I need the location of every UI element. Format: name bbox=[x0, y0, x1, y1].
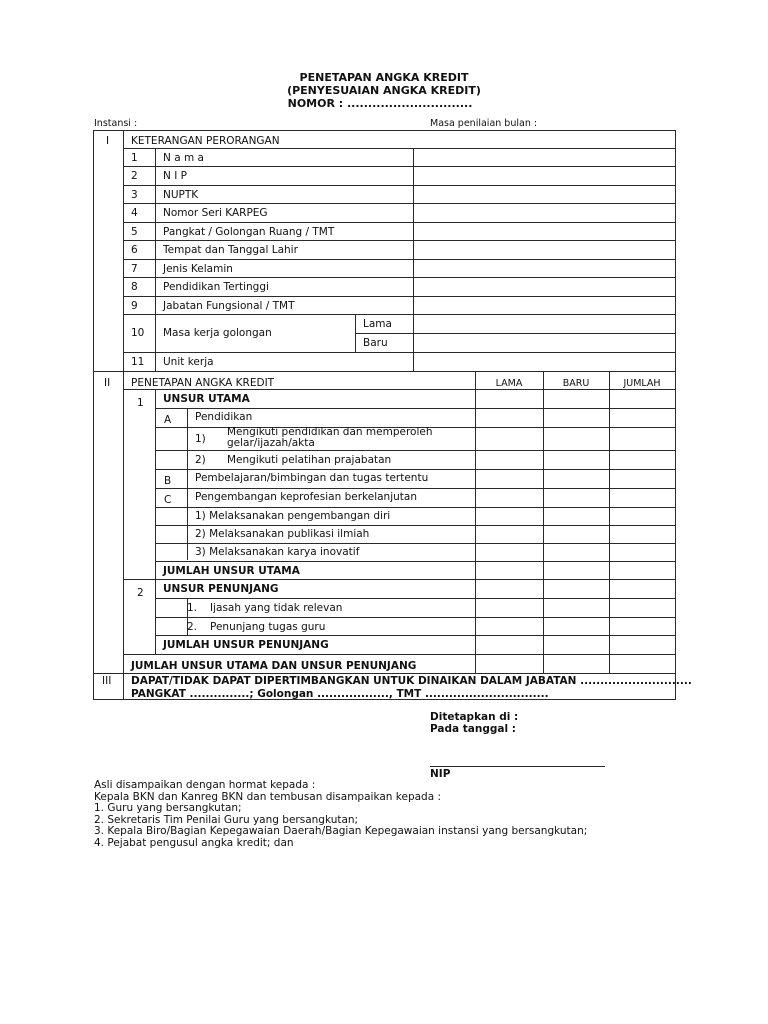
ttl-label: Tempat dan Tanggal Lahir bbox=[163, 244, 298, 256]
distribution-line: Asli disampaikan dengan hormat kepada : bbox=[94, 779, 316, 791]
ttl-field[interactable] bbox=[414, 241, 675, 259]
row-number: 5 bbox=[131, 226, 138, 238]
row-number: 9 bbox=[131, 300, 138, 312]
nip-signature-label: NIP bbox=[430, 768, 451, 780]
row-number: 6 bbox=[131, 244, 138, 256]
pkb-title: Pengembangan keprofesian berkelanjutan bbox=[195, 491, 417, 503]
pendidikan-item-2: Mengikuti pelatihan prajabatan bbox=[227, 454, 392, 466]
form-nomor: NOMOR : .............................. bbox=[287, 97, 473, 110]
grand-total-label: JUMLAH UNSUR UTAMA DAN UNSUR PENUNJANG bbox=[131, 660, 417, 672]
nip-field[interactable] bbox=[414, 167, 675, 185]
signature-line bbox=[430, 766, 605, 767]
nip-label: N I P bbox=[163, 170, 187, 182]
row-number: 8 bbox=[131, 281, 138, 293]
col-header-baru: BARU bbox=[562, 378, 590, 389]
unit-kerja-field[interactable] bbox=[414, 353, 675, 371]
section-2-title: PENETAPAN ANGKA KREDIT bbox=[131, 377, 275, 389]
letter-a: A bbox=[164, 414, 172, 426]
jenis-kelamin-field[interactable] bbox=[414, 260, 675, 277]
pkb-item-1: 1) Melaksanakan pengembangan diri bbox=[195, 510, 391, 522]
section-3-number: III bbox=[102, 675, 112, 687]
col-header-jumlah: JUMLAH bbox=[623, 378, 661, 389]
jabatan-field[interactable] bbox=[414, 297, 675, 314]
unsur-utama-number: 1 bbox=[137, 397, 144, 409]
distribution-line: Kepala BKN dan Kanreg BKN dan tembusan disampaikan kepada : bbox=[94, 790, 442, 803]
jumlah-unsur-utama-label: JUMLAH UNSUR UTAMA bbox=[163, 565, 300, 577]
pendidikan-item-1-line1: Mengikuti pendidikan dan memperoleh bbox=[227, 426, 433, 438]
unit-kerja-label: Unit kerja bbox=[163, 356, 214, 368]
nuptk-field[interactable] bbox=[414, 186, 675, 203]
pendidikan-field[interactable] bbox=[414, 278, 675, 296]
row-number: 11 bbox=[131, 356, 145, 368]
penunjang-item-1: Ijasah yang tidak relevan bbox=[210, 602, 343, 614]
masa-kerja-baru-field[interactable] bbox=[414, 334, 675, 352]
keputusan-line-2: PANGKAT ...............; Golongan .................., TMT ............................... bbox=[131, 688, 549, 700]
row-number: 1 bbox=[131, 152, 138, 164]
jenis-kelamin-label: Jenis Kelamin bbox=[163, 263, 233, 275]
item-number: 2) bbox=[195, 454, 206, 466]
jumlah-unsur-penunjang-label: JUMLAH UNSUR PENUNJANG bbox=[163, 639, 329, 651]
row-number: 4 bbox=[131, 207, 138, 219]
pendidikan-item-1-line2: gelar/ijazah/akta bbox=[227, 437, 315, 449]
form-subtitle: (PENYESUAIAN ANGKA KREDIT) bbox=[287, 84, 481, 97]
distribution-line: 3. Kepala Biro/Bagian Kepegawaian Daerah/Bagian Kepegawaian instansi yang bersangkutan; bbox=[94, 825, 588, 837]
section-1-number: I bbox=[106, 135, 110, 147]
row-number: 2 bbox=[131, 170, 138, 182]
masa-kerja-baru: Baru bbox=[363, 337, 388, 349]
masa-kerja-lama-field[interactable] bbox=[414, 315, 675, 333]
instansi-label: Instansi : bbox=[94, 118, 138, 129]
nama-field[interactable] bbox=[414, 149, 675, 166]
karpeg-field[interactable] bbox=[414, 204, 675, 222]
distribution-line: 4. Pejabat pengusul angka kredit; dan bbox=[94, 836, 294, 849]
unsur-penunjang-number: 2 bbox=[137, 587, 144, 599]
masa-penilaian-label: Masa penilaian bulan : bbox=[430, 118, 538, 129]
masa-kerja-label: Masa kerja golongan bbox=[163, 327, 272, 339]
pkb-item-2: 2) Melaksanakan publikasi ilmiah bbox=[195, 528, 370, 540]
item-number: 1) bbox=[195, 433, 206, 445]
nama-label: N a m a bbox=[163, 152, 204, 164]
distribution-line: 2. Sekretaris Tim Penilai Guru yang bersangkutan; bbox=[94, 813, 359, 826]
section-1-title: KETERANGAN PERORANGAN bbox=[131, 135, 280, 147]
row-number: 7 bbox=[131, 263, 138, 275]
section-2-number: II bbox=[104, 377, 111, 389]
pangkat-label: Pangkat / Golongan Ruang / TMT bbox=[163, 226, 335, 238]
letter-c: C bbox=[164, 494, 172, 506]
pkb-item-3: 3) Melaksanakan karya inovatif bbox=[195, 546, 360, 558]
nuptk-label: NUPTK bbox=[163, 189, 199, 201]
col-header-lama: LAMA bbox=[495, 378, 523, 389]
item-number: 1. bbox=[187, 602, 198, 614]
keputusan-line-1: DAPAT/TIDAK DAPAT DIPERTIMBANGKAN UNTUK DINAIKAN DALAM JABATAN ............................ bbox=[131, 675, 692, 687]
letter-b: B bbox=[164, 475, 172, 487]
karpeg-label: Nomor Seri KARPEG bbox=[163, 207, 268, 219]
distribution-list bbox=[94, 780, 587, 849]
unsur-penunjang-title: UNSUR PENUNJANG bbox=[163, 583, 279, 595]
pendidikan-title: Pendidikan bbox=[195, 411, 253, 423]
ditetapkan-di-label: Ditetapkan di : bbox=[430, 711, 519, 723]
row-number: 3 bbox=[131, 189, 138, 201]
jabatan-label: Jabatan Fungsional / TMT bbox=[163, 300, 295, 312]
masa-kerja-lama: Lama bbox=[363, 318, 392, 330]
distribution-line: 1. Guru yang bersangkutan; bbox=[94, 802, 242, 814]
penunjang-item-2: Penunjang tugas guru bbox=[210, 621, 326, 633]
item-number: 2. bbox=[187, 621, 198, 633]
unsur-utama-title: UNSUR UTAMA bbox=[163, 393, 250, 405]
form-title: PENETAPAN ANGKA KREDIT bbox=[299, 71, 469, 84]
pendidikan-label: Pendidikan Tertinggi bbox=[163, 281, 269, 293]
pangkat-field[interactable] bbox=[414, 223, 675, 240]
row-number: 10 bbox=[131, 327, 145, 339]
pembelajaran-title: Pembelajaran/bimbingan dan tugas tertentu bbox=[195, 472, 429, 484]
pada-tanggal-label: Pada tanggal : bbox=[430, 723, 516, 735]
